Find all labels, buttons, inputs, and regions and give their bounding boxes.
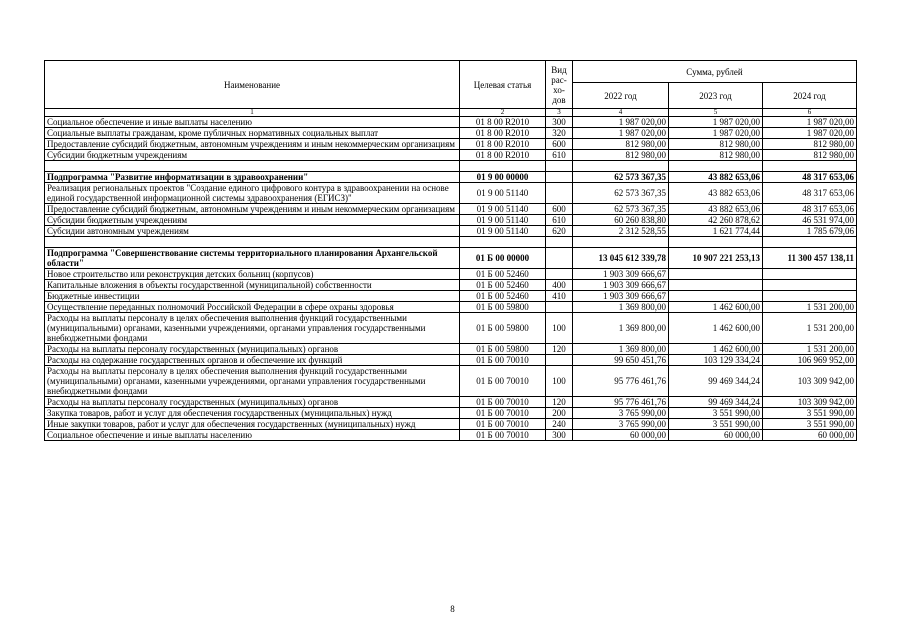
budget-table: [44, 60, 857, 441]
cell-name: Новое строительство или реконструкция детских больниц (корпусов): [45, 269, 460, 280]
header-target-article: Целевая статья: [460, 61, 546, 109]
cell-target-article: 01 8 00 R2010: [460, 150, 546, 161]
cell-amount-2023: [669, 269, 763, 280]
cell-target-article: 01 Б 00 52460: [460, 269, 546, 280]
cell-amount-2024: 1 531 200,00: [763, 344, 857, 355]
cell-amount-2023: 43 882 653,06: [669, 172, 763, 183]
cell-name: Предоставление субсидий бюджетным, автономным учреждениям и иным некоммерческим организациям: [45, 139, 460, 150]
cell-expense-type: 100: [546, 313, 573, 344]
column-number: 2: [460, 109, 546, 117]
cell-amount-2023: 42 260 878,62: [669, 215, 763, 226]
cell-expense-type: [546, 183, 573, 204]
cell-name: Бюджетные инвестиции: [45, 291, 460, 302]
header-year-2024: 2024 год: [763, 83, 857, 109]
table-row: [45, 408, 857, 419]
cell-target-article: 01 8 00 R2010: [460, 128, 546, 139]
table-row: [45, 313, 857, 344]
cell-amount-2022: 812 980,00: [573, 150, 669, 161]
cell-name: Социальное обеспечение и иные выплаты населению: [45, 430, 460, 441]
header-sum: Сумма, рублей: [573, 61, 857, 83]
cell-amount-2024: 1 987 020,00: [763, 117, 857, 128]
cell-name: Социальные выплаты гражданам, кроме публичных нормативных социальных выплат: [45, 128, 460, 139]
cell-expense-type: 100: [546, 366, 573, 397]
cell-name: Предоставление субсидий бюджетным, автономным учреждениям и иным некоммерческим организациям: [45, 204, 460, 215]
table-row: [45, 302, 857, 313]
cell-expense-type: [546, 355, 573, 366]
cell-expense-type: 610: [546, 150, 573, 161]
cell-target-article: 01 9 00 51140: [460, 183, 546, 204]
cell-amount-2022: 60 260 838,80: [573, 215, 669, 226]
cell-amount-2024: 106 969 952,00: [763, 355, 857, 366]
cell-amount-2024: 1 531 200,00: [763, 313, 857, 344]
budget-table-container: [44, 60, 856, 441]
cell-amount-2024: [763, 269, 857, 280]
column-number: 5: [669, 109, 763, 117]
cell-amount-2024: 1 785 679,06: [763, 226, 857, 237]
header-year-2022: 2022 год: [573, 83, 669, 109]
cell-target-article: 01 9 00 00000: [460, 172, 546, 183]
table-row: [45, 280, 857, 291]
empty-cell: [763, 161, 857, 172]
cell-expense-type: 620: [546, 226, 573, 237]
table-row: [45, 204, 857, 215]
cell-amount-2023: 1 462 600,00: [669, 313, 763, 344]
cell-amount-2022: 99 650 451,76: [573, 355, 669, 366]
cell-name: Подпрограмма "Совершенствование системы территориального планирования Архангельской области": [45, 248, 460, 269]
table-row: [45, 139, 857, 150]
empty-cell: [573, 161, 669, 172]
cell-expense-type: 240: [546, 419, 573, 430]
cell-target-article: 01 Б 00 59800: [460, 313, 546, 344]
table-row: [45, 397, 857, 408]
cell-amount-2022: 60 000,00: [573, 430, 669, 441]
cell-target-article: 01 Б 00 59800: [460, 302, 546, 313]
cell-amount-2022: 1 903 309 666,67: [573, 291, 669, 302]
cell-amount-2023: 1 462 600,00: [669, 302, 763, 313]
subprogram-row: [45, 172, 857, 183]
cell-amount-2024: [763, 280, 857, 291]
cell-amount-2023: 3 551 990,00: [669, 408, 763, 419]
cell-amount-2024: 3 551 990,00: [763, 408, 857, 419]
cell-expense-type: [546, 302, 573, 313]
cell-target-article: 01 Б 00 70010: [460, 408, 546, 419]
empty-cell: [546, 161, 573, 172]
cell-amount-2023: 43 882 653,06: [669, 204, 763, 215]
cell-amount-2023: 99 469 344,24: [669, 366, 763, 397]
cell-amount-2024: 103 309 942,00: [763, 397, 857, 408]
cell-amount-2022: 95 776 461,76: [573, 397, 669, 408]
cell-amount-2023: 99 469 344,24: [669, 397, 763, 408]
cell-target-article: 01 Б 00 70010: [460, 430, 546, 441]
cell-amount-2022: 1 903 309 666,67: [573, 269, 669, 280]
cell-amount-2022: 812 980,00: [573, 139, 669, 150]
table-row: [45, 344, 857, 355]
cell-target-article: 01 8 00 R2010: [460, 139, 546, 150]
header-year-2023: 2023 год: [669, 83, 763, 109]
cell-expense-type: 600: [546, 204, 573, 215]
table-row: [45, 150, 857, 161]
cell-amount-2022: 13 045 612 339,78: [573, 248, 669, 269]
cell-amount-2024: [763, 291, 857, 302]
cell-amount-2022: 1 903 309 666,67: [573, 280, 669, 291]
cell-target-article: 01 Б 00 70010: [460, 366, 546, 397]
cell-name: Расходы на выплаты персоналу в целях обеспечения выполнения функций государственными (муниципальными) органами, казенными учреждениями, органами управления государственными внебюджетными фондами: [45, 366, 460, 397]
cell-amount-2022: 62 573 367,35: [573, 183, 669, 204]
cell-name: Субсидии бюджетным учреждениям: [45, 215, 460, 226]
cell-name: Иные закупки товаров, работ и услуг для обеспечения государственных (муниципальных) нужд: [45, 419, 460, 430]
cell-name: Осуществление переданных полномочий Российской Федерации в сфере охраны здоровья: [45, 302, 460, 313]
table-row: [45, 226, 857, 237]
cell-name: Реализация региональных проектов "Создание единого цифрового контура в здравоохранении на основе единой государственной информационной системы здравоохранения (ЕГИСЗ)": [45, 183, 460, 204]
cell-amount-2023: 812 980,00: [669, 139, 763, 150]
cell-amount-2024: 1 531 200,00: [763, 302, 857, 313]
page-number: 8: [450, 604, 455, 614]
cell-amount-2024: 103 309 942,00: [763, 366, 857, 397]
cell-amount-2024: 812 980,00: [763, 150, 857, 161]
cell-amount-2022: 1 369 800,00: [573, 302, 669, 313]
cell-name: Капитальные вложения в объекты государственной (муниципальной) собственности: [45, 280, 460, 291]
cell-name: Расходы на выплаты персоналу в целях обеспечения выполнения функций государственными (муниципальными) органами, казенными учреждениями, органами управления государственными внебюджетными фондами: [45, 313, 460, 344]
table-row: [45, 430, 857, 441]
header-expense-type: Вид рас-хо-дов: [546, 61, 573, 109]
cell-amount-2023: 812 980,00: [669, 150, 763, 161]
cell-amount-2023: 3 551 990,00: [669, 419, 763, 430]
cell-amount-2023: 10 907 221 253,13: [669, 248, 763, 269]
cell-amount-2022: 3 765 990,00: [573, 408, 669, 419]
cell-amount-2024: 60 000,00: [763, 430, 857, 441]
cell-expense-type: 410: [546, 291, 573, 302]
column-number: 6: [763, 109, 857, 117]
empty-cell: [546, 237, 573, 248]
cell-target-article: 01 Б 00 70010: [460, 419, 546, 430]
table-row: [45, 419, 857, 430]
cell-target-article: 01 Б 00 52460: [460, 280, 546, 291]
column-number: 1: [45, 109, 460, 117]
cell-amount-2023: 1 621 774,44: [669, 226, 763, 237]
table-body: [45, 117, 857, 441]
empty-cell: [669, 237, 763, 248]
cell-expense-type: 610: [546, 215, 573, 226]
cell-amount-2022: 1 987 020,00: [573, 117, 669, 128]
empty-cell: [45, 161, 460, 172]
cell-name: Субсидии автономным учреждениям: [45, 226, 460, 237]
cell-expense-type: [546, 248, 573, 269]
cell-amount-2024: 46 531 974,00: [763, 215, 857, 226]
cell-expense-type: 600: [546, 139, 573, 150]
cell-expense-type: 320: [546, 128, 573, 139]
cell-expense-type: 120: [546, 344, 573, 355]
cell-expense-type: 400: [546, 280, 573, 291]
header-name: Наименование: [45, 61, 460, 109]
empty-cell: [763, 237, 857, 248]
cell-amount-2024: 48 317 653,06: [763, 204, 857, 215]
cell-name: Социальное обеспечение и иные выплаты населению: [45, 117, 460, 128]
table-row: [45, 355, 857, 366]
cell-target-article: 01 Б 00 70010: [460, 397, 546, 408]
empty-cell: [460, 237, 546, 248]
cell-name: Расходы на выплаты персоналу государственных (муниципальных) органов: [45, 344, 460, 355]
subprogram-row: [45, 248, 857, 269]
cell-target-article: 01 Б 00 00000: [460, 248, 546, 269]
cell-target-article: 01 9 00 51140: [460, 226, 546, 237]
cell-amount-2024: 812 980,00: [763, 139, 857, 150]
cell-target-article: 01 Б 00 52460: [460, 291, 546, 302]
cell-target-article: 01 Б 00 59800: [460, 344, 546, 355]
cell-name: Расходы на выплаты персоналу государственных (муниципальных) органов: [45, 397, 460, 408]
table-row: [45, 291, 857, 302]
cell-amount-2022: 95 776 461,76: [573, 366, 669, 397]
empty-cell: [45, 237, 460, 248]
cell-amount-2023: [669, 280, 763, 291]
cell-target-article: 01 9 00 51140: [460, 204, 546, 215]
cell-amount-2024: 48 317 653,06: [763, 172, 857, 183]
cell-name: Расходы на содержание государственных органов и обеспечение их функций: [45, 355, 460, 366]
table-row: [45, 128, 857, 139]
cell-name: Подпрограмма "Развитие информатизации в здравоохранении": [45, 172, 460, 183]
cell-amount-2023: 103 129 334,24: [669, 355, 763, 366]
cell-expense-type: 200: [546, 408, 573, 419]
table-spacer-row: [45, 161, 857, 172]
column-number: 4: [573, 109, 669, 117]
cell-amount-2022: 62 573 367,35: [573, 172, 669, 183]
cell-name: Субсидии бюджетным учреждениям: [45, 150, 460, 161]
column-number: 3: [546, 109, 573, 117]
cell-amount-2023: 60 000,00: [669, 430, 763, 441]
cell-amount-2024: 48 317 653,06: [763, 183, 857, 204]
cell-amount-2024: 11 300 457 138,11: [763, 248, 857, 269]
cell-amount-2024: 3 551 990,00: [763, 419, 857, 430]
table-row: [45, 366, 857, 397]
cell-name: Закупка товаров, работ и услуг для обеспечения государственных (муниципальных) нужд: [45, 408, 460, 419]
cell-amount-2023: 1 462 600,00: [669, 344, 763, 355]
table-row: [45, 183, 857, 204]
cell-expense-type: 300: [546, 430, 573, 441]
cell-amount-2022: 2 312 528,55: [573, 226, 669, 237]
cell-amount-2023: 43 882 653,06: [669, 183, 763, 204]
cell-target-article: 01 Б 00 70010: [460, 355, 546, 366]
cell-amount-2022: 3 765 990,00: [573, 419, 669, 430]
table-spacer-row: [45, 237, 857, 248]
cell-amount-2024: 1 987 020,00: [763, 128, 857, 139]
empty-cell: [460, 161, 546, 172]
cell-amount-2022: 1 369 800,00: [573, 344, 669, 355]
table-row: [45, 215, 857, 226]
empty-cell: [669, 161, 763, 172]
cell-expense-type: 120: [546, 397, 573, 408]
cell-amount-2023: 1 987 020,00: [669, 128, 763, 139]
cell-amount-2022: 62 573 367,35: [573, 204, 669, 215]
empty-cell: [573, 237, 669, 248]
cell-amount-2023: 1 987 020,00: [669, 117, 763, 128]
cell-amount-2022: 1 987 020,00: [573, 128, 669, 139]
cell-expense-type: 300: [546, 117, 573, 128]
cell-expense-type: [546, 172, 573, 183]
cell-amount-2022: 1 369 800,00: [573, 313, 669, 344]
table-row: [45, 269, 857, 280]
cell-target-article: 01 9 00 51140: [460, 215, 546, 226]
cell-expense-type: [546, 269, 573, 280]
table-row: [45, 117, 857, 128]
cell-amount-2023: [669, 291, 763, 302]
cell-target-article: 01 8 00 R2010: [460, 117, 546, 128]
